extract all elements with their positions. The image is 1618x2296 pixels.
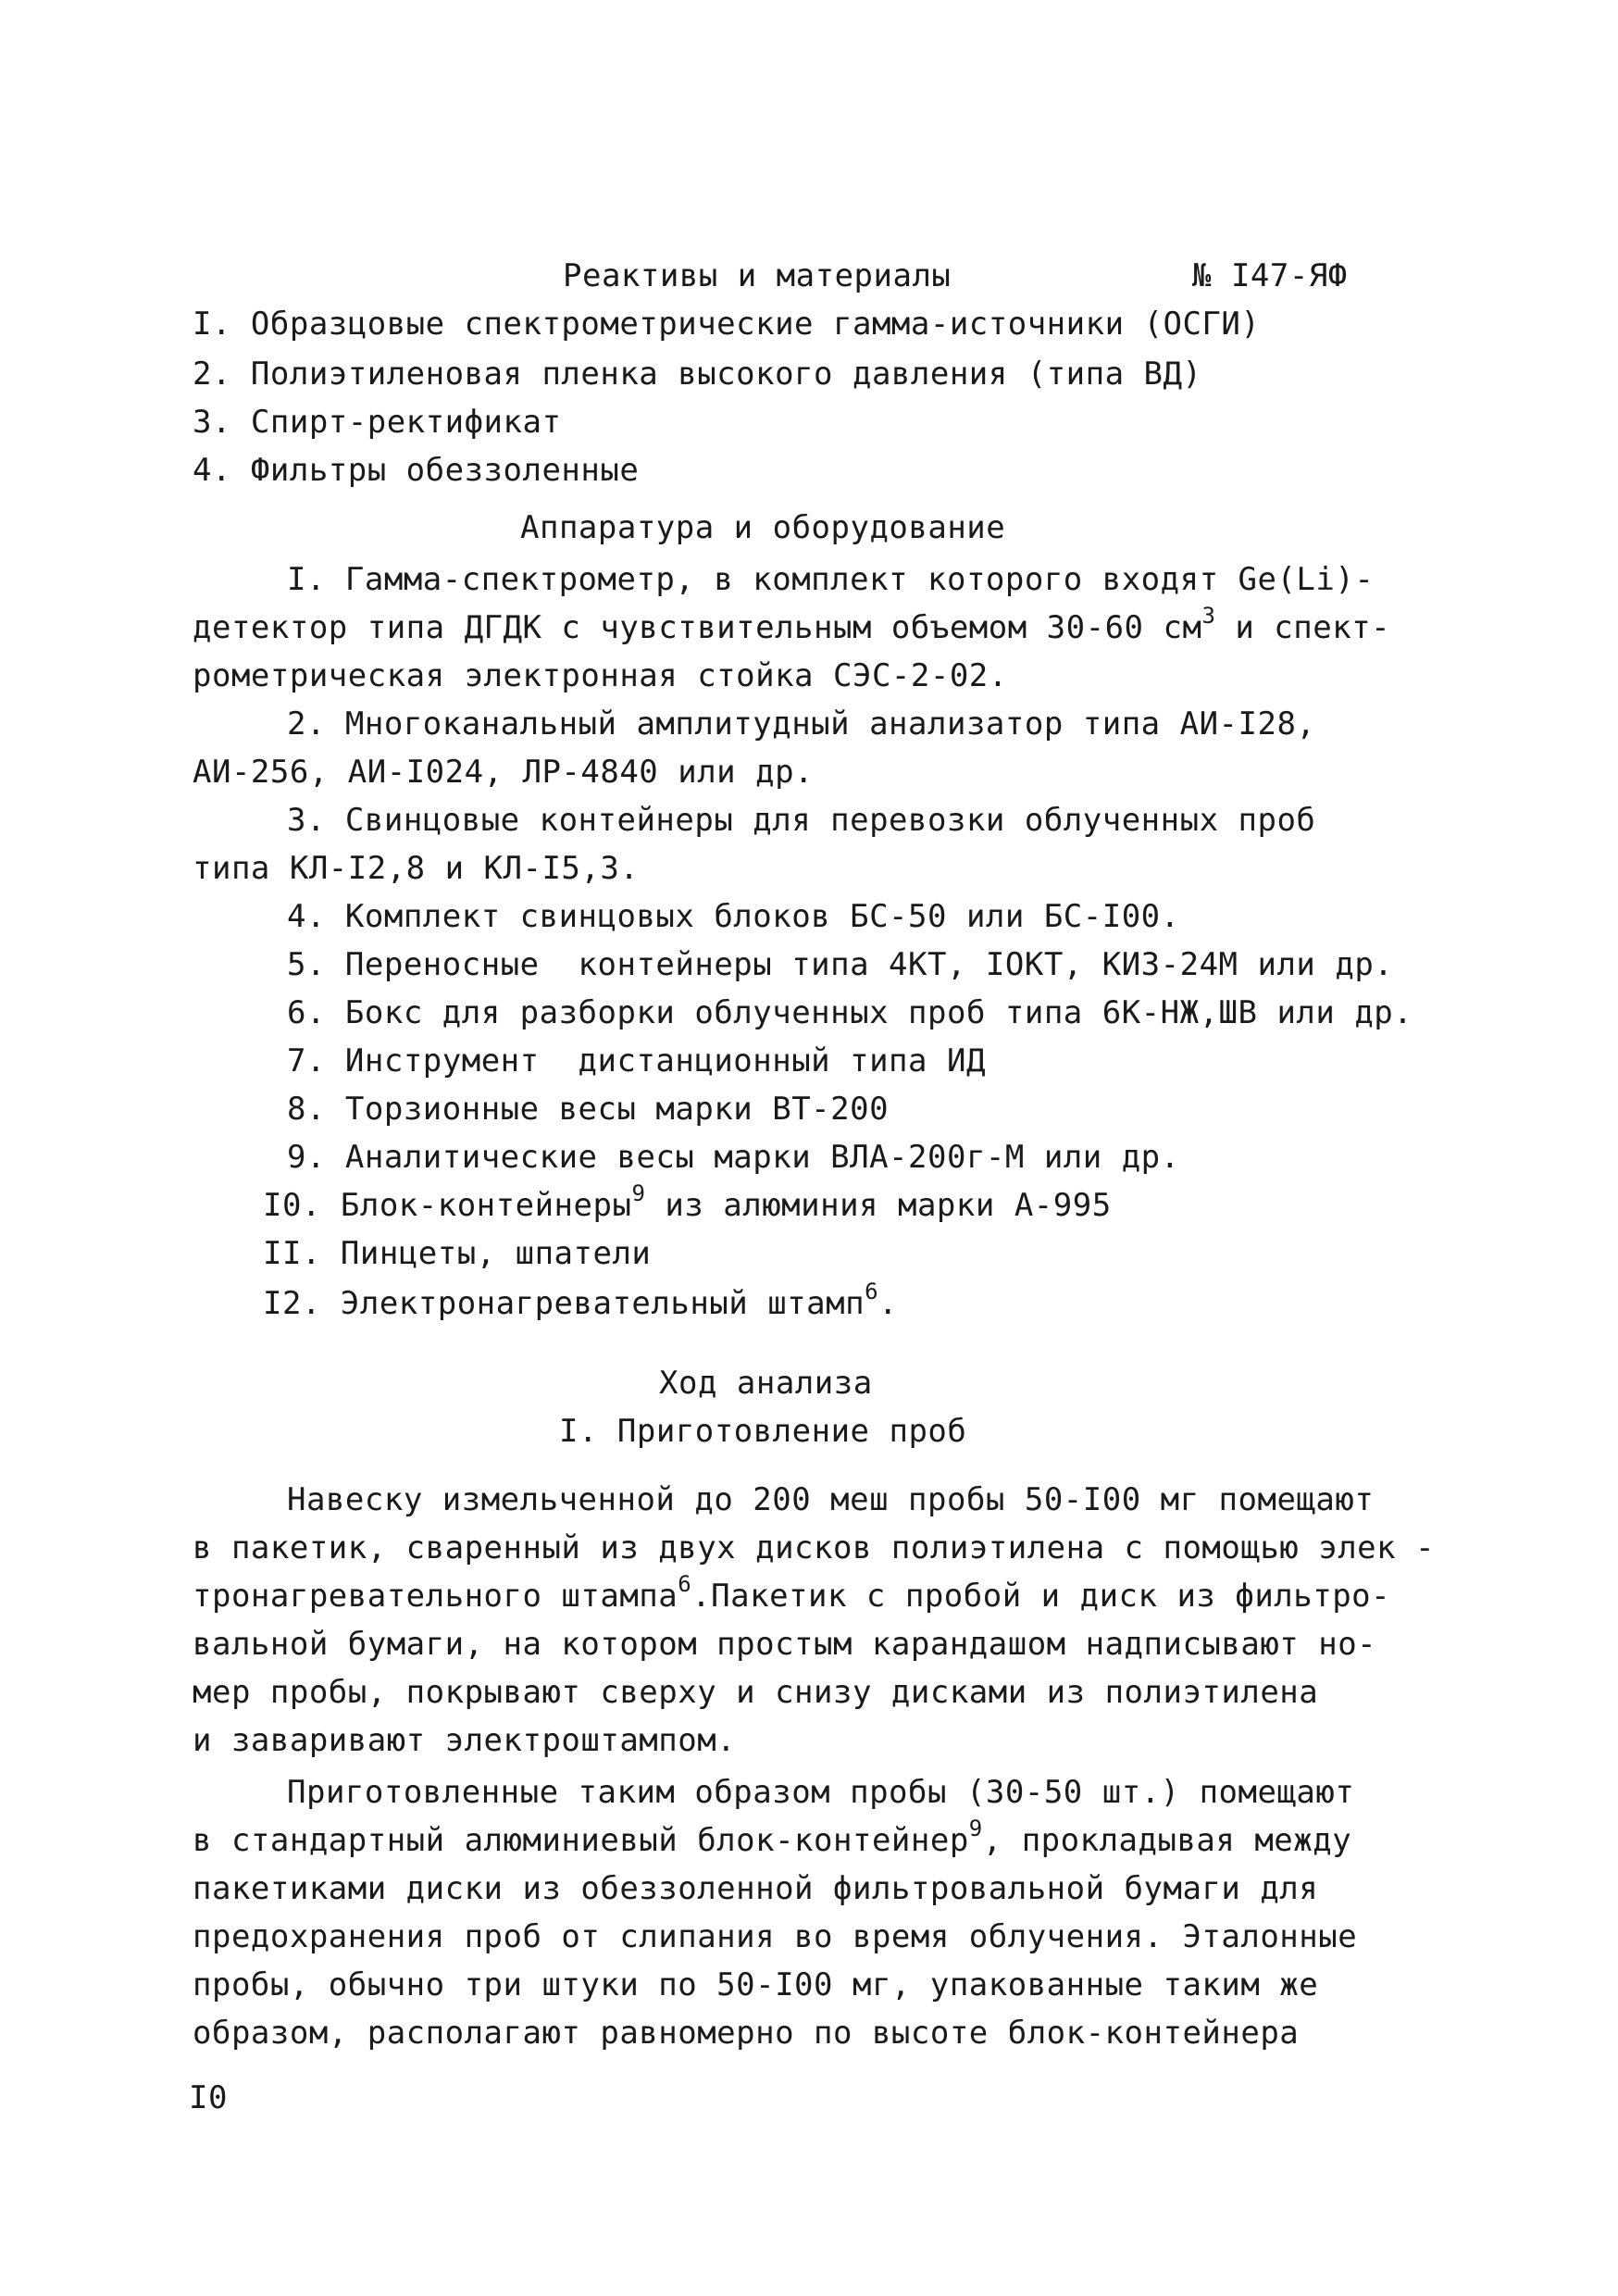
paragraph-line: образом, располагают равномерно по высоте блок-контейнера bbox=[193, 2015, 1300, 2052]
reagent-item: 4. Фильтры обеззоленные bbox=[193, 452, 640, 489]
apparatus-item-1-cont bbox=[193, 603, 1391, 648]
apparatus-item-1: I. Гамма-спектрометр, в комплект которого входят Ge(Li)- bbox=[287, 561, 1375, 598]
text-fragment: тронагревательного штампа bbox=[193, 1578, 678, 1615]
superscript: 9 bbox=[631, 1180, 646, 1206]
section-title-apparatus: Аппаратура и оборудование bbox=[520, 509, 1006, 546]
paragraph-line: предохранения проб от слипания во время облучения. Эталонные bbox=[193, 1918, 1358, 1955]
subsection-title: I. Приготовление проб bbox=[559, 1413, 967, 1450]
paragraph-line: мер пробы, покрывают сверху и снизу дисками из полиэтилена bbox=[193, 1674, 1319, 1711]
text-fragment: в стандартный алюминиевый блок-контейнер bbox=[193, 1822, 969, 1859]
text-fragment: I0. Блок-контейнеры bbox=[263, 1187, 632, 1224]
apparatus-item-12 bbox=[263, 1279, 898, 1324]
page-number: I0 bbox=[189, 2079, 228, 2116]
text-fragment: I2. Электронагревательный штамп bbox=[263, 1285, 865, 1322]
apparatus-item-6: 6. Бокс для разборки облученных проб типа 6К-НЖ,ШВ или др. bbox=[287, 994, 1413, 1031]
apparatus-item-7: 7. Инструмент дистанционный типа ИД bbox=[287, 1042, 986, 1079]
apparatus-item-5: 5. Переносные контейнеры типа 4КТ, IОКТ, КИЗ-24М или др. bbox=[287, 946, 1394, 983]
reagent-item: 2. Полиэтиленовая пленка высокого давления (типа ВД) bbox=[193, 356, 1202, 393]
paragraph-line: и заваривают электроштампом. bbox=[193, 1722, 737, 1759]
text-fragment: .Пакетик с пробой и диск из фильтро- bbox=[691, 1578, 1391, 1615]
paragraph-line: пакетиками диски из обеззоленной фильтровальной бумаги для bbox=[193, 1870, 1319, 1907]
paragraph-line: вальной бумаги, на котором простым карандашом надписывают но- bbox=[193, 1626, 1377, 1663]
text-fragment: . bbox=[878, 1285, 898, 1322]
apparatus-item-1-cont: рометрическая электронная стойка СЭС-2-02. bbox=[193, 657, 1008, 694]
paragraph-line: Навеску измельченной до 200 меш пробы 50-I00 мг помещают bbox=[287, 1481, 1375, 1518]
paragraph-line: Приготовленные таким образом пробы (30-50 шт.) помещают bbox=[287, 1774, 1355, 1811]
doc-number: № I47-ЯФ bbox=[1192, 257, 1348, 294]
apparatus-item-10 bbox=[263, 1180, 1112, 1226]
apparatus-item-2: 2. Многоканальный амплитудный анализатор типа АИ-I28, bbox=[287, 705, 1316, 742]
text-fragment: детектор типа ДГДК с чувствительным объемом 30-60 см bbox=[193, 609, 1202, 646]
apparatus-item-11: II. Пинцеты, шпатели bbox=[263, 1235, 652, 1272]
apparatus-item-8: 8. Торзионные весы марки ВТ-200 bbox=[287, 1091, 890, 1128]
section-title-analysis: Ход анализа bbox=[659, 1365, 873, 1402]
apparatus-item-4: 4. Комплект свинцовых блоков БС-50 или БС-I00. bbox=[287, 898, 1180, 935]
paragraph-line bbox=[193, 1816, 1352, 1861]
apparatus-item-2-cont: АИ-256, АИ-I024, ЛР-4840 или др. bbox=[193, 754, 815, 791]
paragraph-line: пробы, обычно три штуки по 50-I00 мг, упакованные таким же bbox=[193, 1966, 1319, 2003]
text-fragment: и спект- bbox=[1215, 609, 1391, 646]
paragraph-line: в пакетик, сваренный из двух дисков полиэтилена с помощью элек - bbox=[193, 1529, 1436, 1566]
reagent-item: I. Образцовые спектрометрические гамма-источники (ОСГИ) bbox=[193, 306, 1261, 343]
superscript: 6 bbox=[678, 1571, 692, 1597]
superscript: 3 bbox=[1201, 603, 1216, 629]
apparatus-item-9: 9. Аналитические весы марки ВЛА-200г-М или др. bbox=[287, 1139, 1180, 1176]
apparatus-item-3: 3. Свинцовые контейнеры для перевозки облученных проб bbox=[287, 802, 1316, 839]
section-title-reagents: Реактивы и материалы bbox=[563, 257, 952, 294]
apparatus-item-3-cont: типа КЛ-I2,8 и КЛ-I5,3. bbox=[193, 850, 640, 887]
paragraph-line bbox=[193, 1571, 1391, 1616]
superscript: 6 bbox=[865, 1279, 879, 1304]
reagent-item: 3. Спирт-ректификат bbox=[193, 404, 562, 441]
text-fragment: из алюминия марки А-995 bbox=[645, 1187, 1112, 1224]
text-fragment: , прокладывая между bbox=[982, 1822, 1352, 1859]
superscript: 9 bbox=[968, 1816, 983, 1841]
